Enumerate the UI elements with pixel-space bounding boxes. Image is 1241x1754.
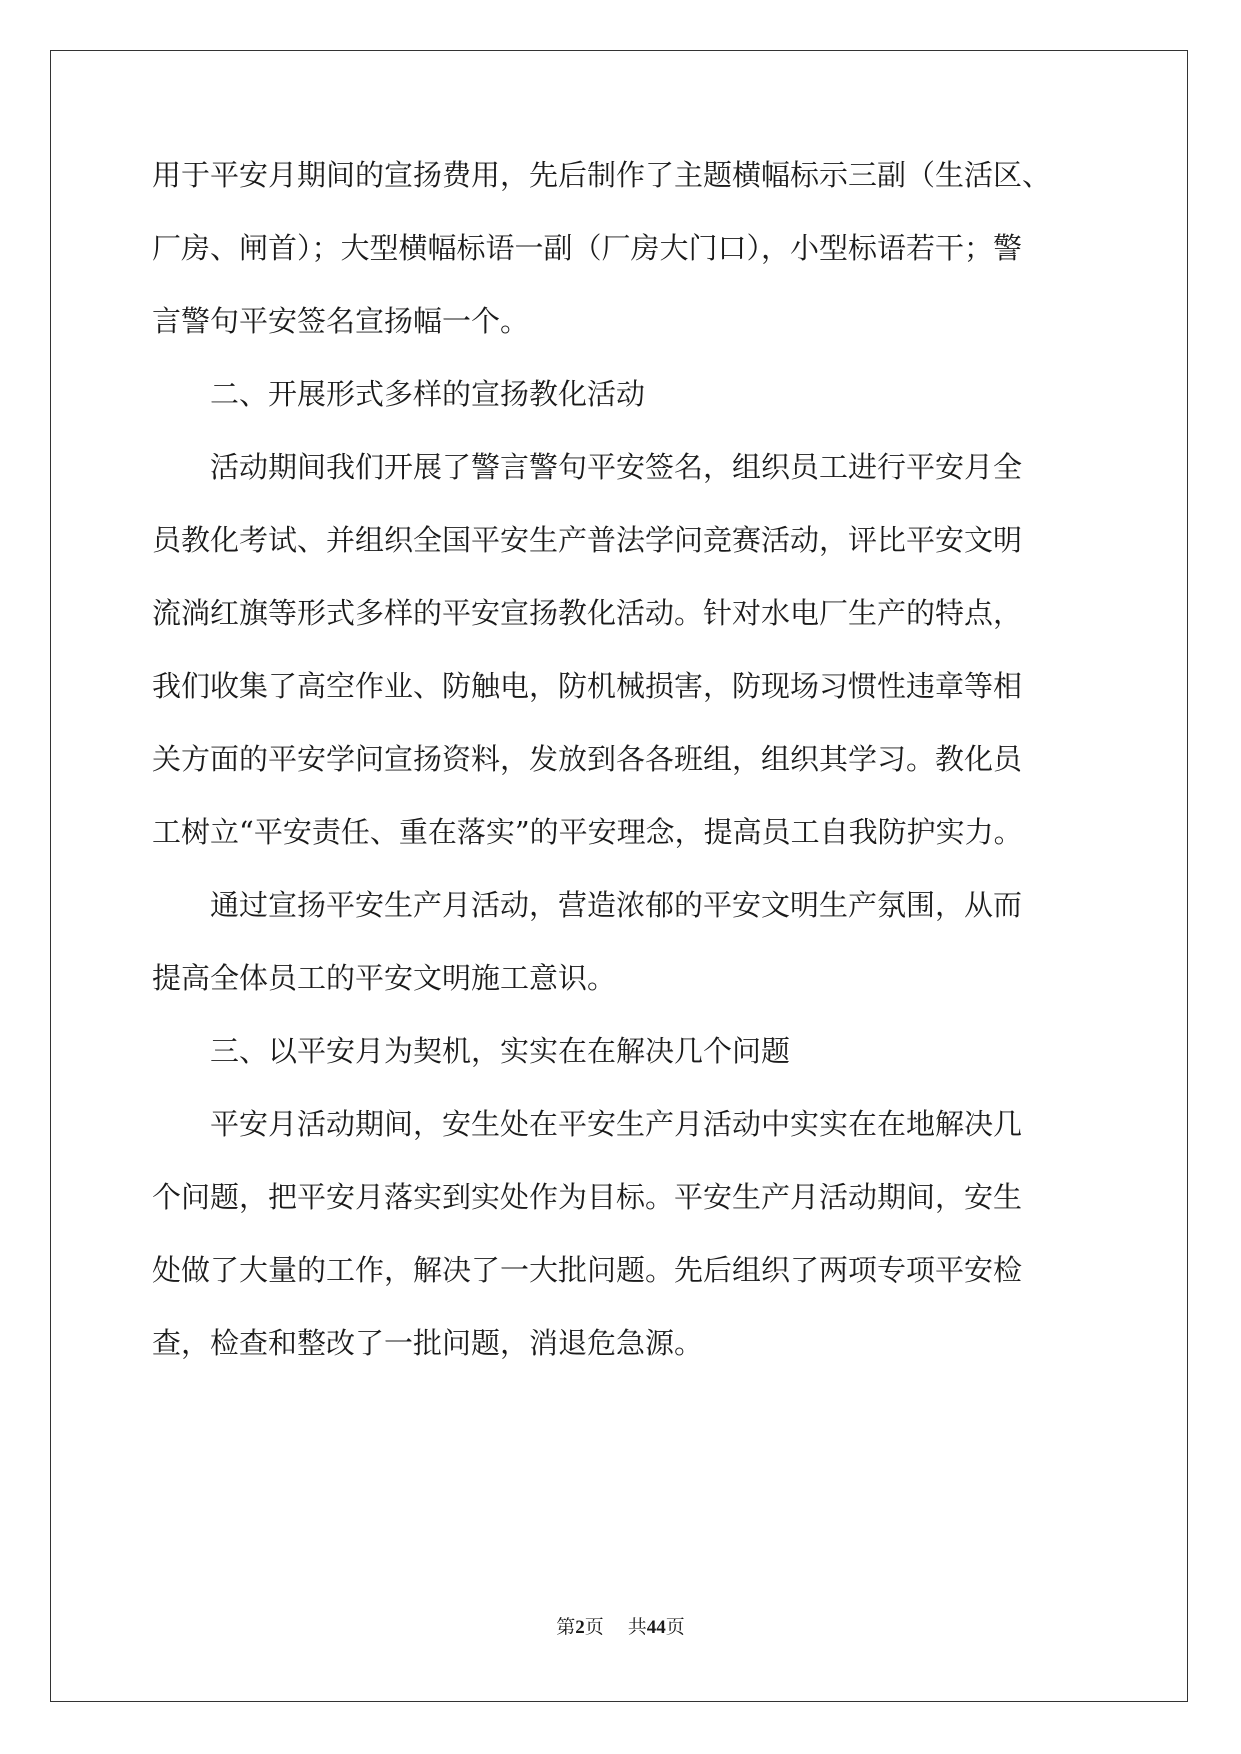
text-line: 查，检查和整改了一批问题，消退危急源。 <box>152 1326 704 1360</box>
page-border <box>50 50 1188 1702</box>
text-line: 厂房、闸首）；大型横幅标语一副（厂房大门口），小型标语若干；警 <box>152 231 1023 265</box>
text-line: 我们收集了高空作业、防触电，防机械损害，防现场习惯性违章等相 <box>152 669 1023 703</box>
text-line: 通过宣扬平安生产月活动，营造浓郁的平安文明生产氛围，从而 <box>210 888 1023 922</box>
text-line: 言警句平安签名宣扬幅一个。 <box>152 304 530 338</box>
section-heading: 三、以平安月为契机，实实在在解决几个问题 <box>210 1034 791 1068</box>
total-prefix: 共 <box>627 1617 647 1638</box>
text-line: 提高全体员工的平安文明施工意识。 <box>152 961 617 995</box>
text-line: 平安月活动期间，安生处在平安生产月活动中实实在在地解决几 <box>210 1107 1023 1141</box>
total-pages: 44 <box>646 1617 666 1638</box>
text-line: 用于平安月期间的宣扬费用，先后制作了主题横幅标示三副（生活区、 <box>152 158 1052 192</box>
text-line: 工树立“平安责任、重在落实”的平安理念，提高员工自我防护实力。 <box>152 815 1023 849</box>
page-number: 2 <box>575 1617 585 1638</box>
page-prefix: 第 <box>556 1617 576 1638</box>
text-line: 员教化考试、并组织全国平安生产普法学问竞赛活动，评比平安文明 <box>152 523 1023 557</box>
page-suffix: 页 <box>584 1617 604 1638</box>
section-heading: 二、开展形式多样的宣扬教化活动 <box>210 377 646 411</box>
text-line: 流淌红旗等形式多样的平安宣扬教化活动。针对水电厂生产的特点， <box>152 596 1023 630</box>
page-footer <box>0 1616 1241 1640</box>
text-line: 个问题，把平安月落实到实处作为目标。平安生产月活动期间，安生 <box>152 1180 1023 1214</box>
text-line: 活动期间我们开展了警言警句平安签名，组织员工进行平安月全 <box>210 450 1023 484</box>
text-line: 关方面的平安学问宣扬资料，发放到各各班组，组织其学习。教化员 <box>152 742 1023 776</box>
total-suffix: 页 <box>665 1617 685 1638</box>
text-line: 处做了大量的工作，解决了一大批问题。先后组织了两项专项平安检 <box>152 1253 1023 1287</box>
